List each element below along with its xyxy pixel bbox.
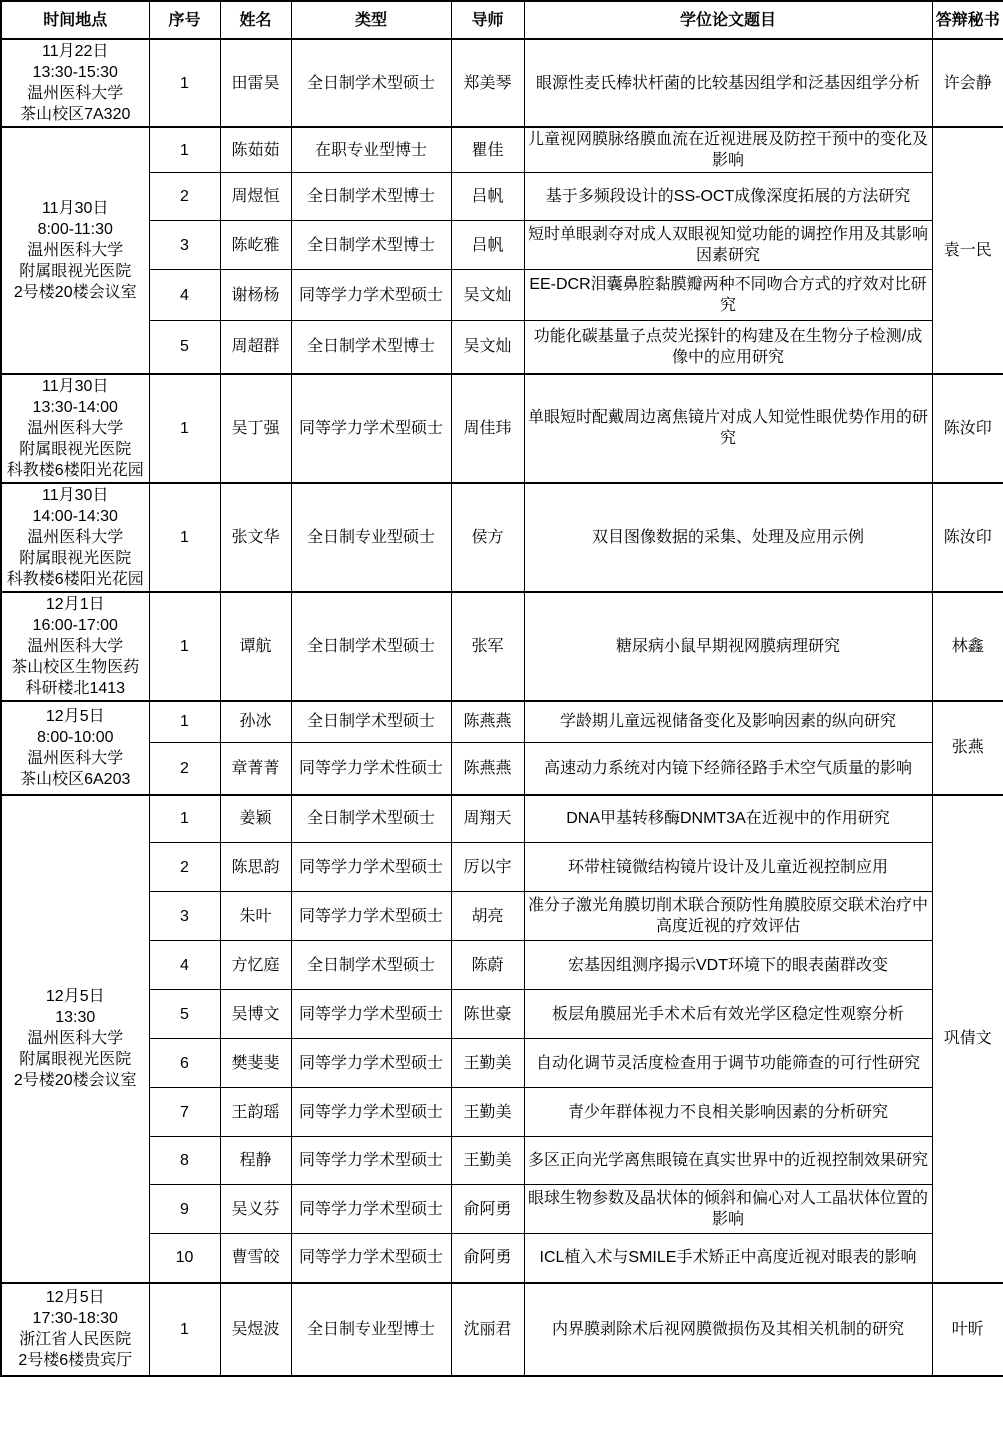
table-row bbox=[1, 173, 1003, 221]
advisor-cell: 陈世豪 bbox=[451, 990, 524, 1039]
table-row bbox=[1, 1234, 1003, 1283]
student-name-cell: 朱叶 bbox=[220, 892, 291, 941]
advisor-cell: 王勤美 bbox=[451, 1137, 524, 1185]
student-name-cell: 谭航 bbox=[220, 592, 291, 701]
student-name-cell: 周煜恒 bbox=[220, 173, 291, 221]
thesis-title-cell: EE-DCR泪囊鼻腔黏膜瓣两种不同吻合方式的疗效对比研究 bbox=[524, 270, 932, 321]
location-line: 12月1日 bbox=[45, 595, 105, 613]
location-line: 茶山校区6A203 bbox=[20, 770, 131, 788]
advisor-cell: 吴文灿 bbox=[451, 270, 524, 321]
location-line: 12月5日 bbox=[45, 707, 105, 725]
table-row bbox=[1, 127, 1003, 173]
col-header-name: 姓名 bbox=[220, 1, 291, 39]
secretary-cell: 陈汝印 bbox=[932, 374, 1003, 483]
row-number-cell: 10 bbox=[149, 1234, 220, 1283]
advisor-cell: 周翔天 bbox=[451, 795, 524, 843]
location-line: 温州医科大学 bbox=[27, 528, 124, 546]
degree-type-cell: 同等学力学术型硕士 bbox=[291, 843, 451, 892]
location-line: 科教楼6楼阳光花园 bbox=[6, 461, 144, 479]
thesis-title-cell: 板层角膜屈光手术术后有效光学区稳定性观察分析 bbox=[524, 990, 932, 1039]
row-number-cell: 3 bbox=[149, 221, 220, 270]
student-name-cell: 吴博文 bbox=[220, 990, 291, 1039]
degree-type-cell: 同等学力学术型硕士 bbox=[291, 1137, 451, 1185]
row-number-cell: 9 bbox=[149, 1185, 220, 1234]
location-line: 12月5日 bbox=[45, 1289, 105, 1306]
degree-type-cell: 同等学力学术型硕士 bbox=[291, 1088, 451, 1137]
row-number-cell: 2 bbox=[149, 173, 220, 221]
table-row bbox=[1, 1137, 1003, 1185]
degree-type-cell: 全日制学术型硕士 bbox=[291, 39, 451, 127]
location-line: 11月22日 bbox=[42, 43, 109, 60]
advisor-cell: 王勤美 bbox=[451, 1088, 524, 1137]
thesis-title-cell: 学龄期儿童远视储备变化及影响因素的纵向研究 bbox=[524, 701, 932, 743]
student-name-cell: 吴丁强 bbox=[220, 374, 291, 483]
degree-type-cell: 全日制学术型博士 bbox=[291, 321, 451, 374]
advisor-cell: 周佳玮 bbox=[451, 374, 524, 483]
thesis-title-cell: 儿童视网膜脉络膜血流在近视进展及防控干预中的变化及影响 bbox=[524, 127, 932, 173]
table-header bbox=[1, 1, 1003, 39]
student-name-cell: 姜颖 bbox=[220, 795, 291, 843]
degree-type-cell: 全日制学术型硕士 bbox=[291, 795, 451, 843]
degree-type-cell: 全日制学术型硕士 bbox=[291, 941, 451, 990]
location-line: 8:00-11:30 bbox=[37, 220, 113, 238]
advisor-cell: 胡亮 bbox=[451, 892, 524, 941]
row-number-cell: 2 bbox=[149, 743, 220, 795]
student-name-cell: 孙冰 bbox=[220, 701, 291, 743]
location-cell bbox=[1, 795, 149, 1283]
student-name-cell: 周超群 bbox=[220, 321, 291, 374]
location-line: 12月5日 bbox=[45, 988, 105, 1005]
table-row bbox=[1, 1283, 1003, 1376]
student-name-cell: 方忆庭 bbox=[220, 941, 291, 990]
advisor-cell: 张军 bbox=[451, 592, 524, 701]
row-number-cell: 7 bbox=[149, 1088, 220, 1137]
degree-type-cell: 同等学力学术型硕士 bbox=[291, 1185, 451, 1234]
location-line: 13:30 bbox=[55, 1009, 96, 1026]
row-number-cell: 1 bbox=[149, 39, 220, 127]
advisor-cell: 吕帆 bbox=[451, 173, 524, 221]
location-line: 浙江省人民医院 bbox=[19, 1331, 132, 1348]
location-line: 温州医科大学 bbox=[27, 1030, 124, 1047]
table-row bbox=[1, 743, 1003, 795]
thesis-title-cell: 高速动力系统对内镜下经筛径路手术空气质量的影响 bbox=[524, 743, 932, 795]
row-number-cell: 2 bbox=[149, 843, 220, 892]
degree-type-cell: 全日制学术型博士 bbox=[291, 173, 451, 221]
table-row bbox=[1, 592, 1003, 701]
student-name-cell: 吴义芬 bbox=[220, 1185, 291, 1234]
student-name-cell: 章菁菁 bbox=[220, 743, 291, 795]
advisor-cell: 陈蔚 bbox=[451, 941, 524, 990]
thesis-title-cell: 单眼短时配戴周边离焦镜片对成人知觉性眼优势作用的研究 bbox=[524, 374, 932, 483]
student-name-cell: 樊斐斐 bbox=[220, 1039, 291, 1088]
row-number-cell: 1 bbox=[149, 701, 220, 743]
secretary-cell: 林鑫 bbox=[932, 592, 1003, 701]
thesis-title-cell: 短时单眼剥夺对成人双眼视知觉功能的调控作用及其影响因素研究 bbox=[524, 221, 932, 270]
thesis-title-cell: 眼源性麦氏棒状杆菌的比较基因组学和泛基因组学分析 bbox=[524, 39, 932, 127]
header-row bbox=[1, 1, 1003, 39]
row-number-cell: 1 bbox=[149, 374, 220, 483]
col-header-time-location: 时间地点 bbox=[1, 1, 149, 39]
location-cell bbox=[1, 374, 149, 483]
advisor-cell: 俞阿勇 bbox=[451, 1234, 524, 1283]
location-line: 茶山校区7A320 bbox=[20, 106, 131, 123]
location-line: 17:30-18:30 bbox=[32, 1310, 118, 1327]
student-name-cell: 陈屹雅 bbox=[220, 221, 291, 270]
table-row bbox=[1, 321, 1003, 374]
location-cell bbox=[1, 127, 149, 374]
location-line: 科教楼6楼阳光花园 bbox=[6, 570, 144, 588]
secretary-cell: 袁一民 bbox=[932, 127, 1003, 374]
location-line: 温州医科大学 bbox=[27, 85, 124, 102]
thesis-title-cell: 自动化调节灵活度检查用于调节功能筛查的可行性研究 bbox=[524, 1039, 932, 1088]
degree-type-cell: 全日制专业型硕士 bbox=[291, 483, 451, 592]
advisor-cell: 俞阿勇 bbox=[451, 1185, 524, 1234]
location-line: 11月30日 bbox=[42, 377, 109, 395]
location-line: 附属眼视光医院 bbox=[19, 262, 132, 280]
table-row bbox=[1, 1088, 1003, 1137]
thesis-title-cell: 双目图像数据的采集、处理及应用示例 bbox=[524, 483, 932, 592]
degree-type-cell: 同等学力学术型硕士 bbox=[291, 1234, 451, 1283]
location-line: 温州医科大学 bbox=[27, 241, 124, 259]
thesis-title-cell: 环带柱镜微结构镜片设计及儿童近视控制应用 bbox=[524, 843, 932, 892]
location-line: 温州医科大学 bbox=[27, 637, 124, 655]
thesis-title-cell: 青少年群体视力不良相关影响因素的分析研究 bbox=[524, 1088, 932, 1137]
secretary-cell: 陈汝印 bbox=[932, 483, 1003, 592]
location-line: 14:00-14:30 bbox=[32, 507, 118, 525]
row-number-cell: 1 bbox=[149, 592, 220, 701]
secretary-cell: 许会静 bbox=[932, 39, 1003, 127]
student-name-cell: 王韵瑶 bbox=[220, 1088, 291, 1137]
table-row bbox=[1, 270, 1003, 321]
advisor-cell: 陈燕燕 bbox=[451, 701, 524, 743]
table-row bbox=[1, 374, 1003, 483]
advisor-cell: 吕帆 bbox=[451, 221, 524, 270]
student-name-cell: 张文华 bbox=[220, 483, 291, 592]
row-number-cell: 1 bbox=[149, 127, 220, 173]
thesis-title-cell: 功能化碳基量子点荧光探针的构建及在生物分子检测/成像中的应用研究 bbox=[524, 321, 932, 374]
location-line: 2号楼20楼会议室 bbox=[13, 283, 137, 301]
table-row bbox=[1, 795, 1003, 843]
location-line: 11月30日 bbox=[42, 199, 109, 217]
row-number-cell: 6 bbox=[149, 1039, 220, 1088]
student-name-cell: 曹雪皎 bbox=[220, 1234, 291, 1283]
advisor-cell: 王勤美 bbox=[451, 1039, 524, 1088]
degree-type-cell: 全日制学术型博士 bbox=[291, 221, 451, 270]
table-row bbox=[1, 941, 1003, 990]
table-body bbox=[1, 39, 1003, 1376]
degree-type-cell: 全日制学术型硕士 bbox=[291, 701, 451, 743]
location-line: 2号楼20楼会议室 bbox=[13, 1072, 137, 1089]
secretary-cell: 张燕 bbox=[932, 701, 1003, 795]
table-row bbox=[1, 843, 1003, 892]
row-number-cell: 4 bbox=[149, 270, 220, 321]
student-name-cell: 程静 bbox=[220, 1137, 291, 1185]
advisor-cell: 郑美琴 bbox=[451, 39, 524, 127]
advisor-cell: 陈燕燕 bbox=[451, 743, 524, 795]
location-cell bbox=[1, 592, 149, 701]
thesis-title-cell: 宏基因组测序揭示VDT环境下的眼表菌群改变 bbox=[524, 941, 932, 990]
thesis-title-cell: ICL植入术与SMILE手术矫正中高度近视对眼表的影响 bbox=[524, 1234, 932, 1283]
degree-type-cell: 同等学力学术型硕士 bbox=[291, 1039, 451, 1088]
col-header-secretary: 答辩秘书 bbox=[932, 1, 1003, 39]
location-line: 温州医科大学 bbox=[27, 419, 124, 437]
table-row bbox=[1, 39, 1003, 127]
location-line: 11月30日 bbox=[42, 486, 109, 504]
location-cell bbox=[1, 39, 149, 127]
thesis-title-cell: 基于多频段设计的SS-OCT成像深度拓展的方法研究 bbox=[524, 173, 932, 221]
secretary-cell: 巩倩文 bbox=[932, 795, 1003, 1283]
degree-type-cell: 同等学力学术型硕士 bbox=[291, 374, 451, 483]
row-number-cell: 3 bbox=[149, 892, 220, 941]
table-row bbox=[1, 1039, 1003, 1088]
student-name-cell: 田雷昊 bbox=[220, 39, 291, 127]
degree-type-cell: 全日制专业型博士 bbox=[291, 1283, 451, 1376]
row-number-cell: 5 bbox=[149, 990, 220, 1039]
col-header-advisor: 导师 bbox=[451, 1, 524, 39]
location-line: 2号楼6楼贵宾厅 bbox=[18, 1352, 133, 1369]
table-row bbox=[1, 990, 1003, 1039]
thesis-title-cell: 多区正向光学离焦眼镜在真实世界中的近视控制效果研究 bbox=[524, 1137, 932, 1185]
location-line: 16:00-17:00 bbox=[32, 616, 118, 634]
degree-type-cell: 同等学力学术型硕士 bbox=[291, 892, 451, 941]
degree-type-cell: 同等学力学术型硕士 bbox=[291, 270, 451, 321]
advisor-cell: 瞿佳 bbox=[451, 127, 524, 173]
location-line: 科研楼北1413 bbox=[25, 679, 126, 697]
location-line: 附属眼视光医院 bbox=[19, 549, 132, 567]
location-line: 13:30-14:00 bbox=[32, 398, 118, 416]
advisor-cell: 厉以宇 bbox=[451, 843, 524, 892]
location-line: 8:00-10:00 bbox=[36, 728, 114, 746]
degree-type-cell: 在职专业型博士 bbox=[291, 127, 451, 173]
advisor-cell: 沈丽君 bbox=[451, 1283, 524, 1376]
table-row bbox=[1, 1185, 1003, 1234]
table-row bbox=[1, 221, 1003, 270]
table-row bbox=[1, 892, 1003, 941]
student-name-cell: 吴煜波 bbox=[220, 1283, 291, 1376]
row-number-cell: 1 bbox=[149, 1283, 220, 1376]
location-cell bbox=[1, 1283, 149, 1376]
row-number-cell: 1 bbox=[149, 795, 220, 843]
location-cell bbox=[1, 701, 149, 795]
degree-type-cell: 同等学力学术型硕士 bbox=[291, 990, 451, 1039]
location-line: 温州医科大学 bbox=[27, 749, 124, 767]
advisor-cell: 吴文灿 bbox=[451, 321, 524, 374]
row-number-cell: 1 bbox=[149, 483, 220, 592]
thesis-title-cell: 糖尿病小鼠早期视网膜病理研究 bbox=[524, 592, 932, 701]
location-line: 附属眼视光医院 bbox=[19, 1051, 132, 1068]
row-number-cell: 4 bbox=[149, 941, 220, 990]
advisor-cell: 侯方 bbox=[451, 483, 524, 592]
col-header-number: 序号 bbox=[149, 1, 220, 39]
col-header-thesis-title: 学位论文题目 bbox=[524, 1, 932, 39]
thesis-title-cell: 内界膜剥除术后视网膜微损伤及其相关机制的研究 bbox=[524, 1283, 932, 1376]
secretary-cell: 叶昕 bbox=[932, 1283, 1003, 1376]
row-number-cell: 8 bbox=[149, 1137, 220, 1185]
table-row bbox=[1, 483, 1003, 592]
location-line: 附属眼视光医院 bbox=[19, 440, 132, 458]
table-row bbox=[1, 701, 1003, 743]
student-name-cell: 陈思韵 bbox=[220, 843, 291, 892]
student-name-cell: 谢杨杨 bbox=[220, 270, 291, 321]
col-header-type: 类型 bbox=[291, 1, 451, 39]
thesis-title-cell: 眼球生物参数及晶状体的倾斜和偏心对人工晶状体位置的影响 bbox=[524, 1185, 932, 1234]
degree-type-cell: 全日制学术型硕士 bbox=[291, 592, 451, 701]
location-line: 茶山校区生物医药 bbox=[11, 658, 140, 676]
location-line: 13:30-15:30 bbox=[32, 64, 118, 81]
location-cell bbox=[1, 483, 149, 592]
thesis-title-cell: DNA甲基转移酶DNMT3A在近视中的作用研究 bbox=[524, 795, 932, 843]
row-number-cell: 5 bbox=[149, 321, 220, 374]
student-name-cell: 陈茹茹 bbox=[220, 127, 291, 173]
thesis-title-cell: 准分子激光角膜切削术联合预防性角膜胶原交联术治疗中高度近视的疗效评估 bbox=[524, 892, 932, 941]
degree-type-cell: 同等学力学术性硕士 bbox=[291, 743, 451, 795]
